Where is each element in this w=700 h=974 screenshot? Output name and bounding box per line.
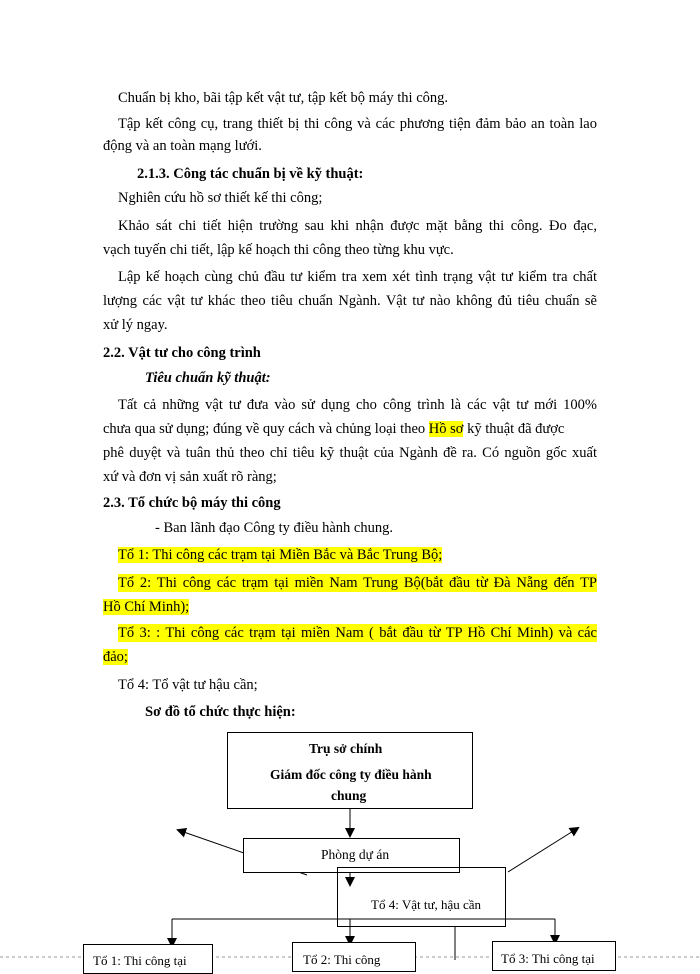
heading-2-1-3: 2.1.3. Công tác chuẩn bị về kỹ thuật: bbox=[137, 166, 364, 182]
text-line: Chuẩn bị kho, bãi tập kết vật tư, tập kết bộ máy thi công. bbox=[118, 90, 449, 106]
hq-line1: Giám đốc công ty điều hành bbox=[270, 767, 432, 782]
highlighted-text: Hồ sơ bbox=[428, 421, 464, 437]
text-line: phê duyệt và tuân thủ theo chỉ tiêu kỹ thuật của Ngành đề ra. Có nguồn gốc xuất bbox=[103, 445, 597, 461]
team1-box bbox=[83, 944, 213, 974]
heading-tieu-chuan: Tiêu chuẩn kỹ thuật: bbox=[145, 370, 271, 386]
text-line: Lập kế hoạch cùng chủ đầu tư kiểm tra xem xét tình trạng vật tư kiểm tra chất bbox=[118, 269, 597, 285]
text-segment: chưa qua sử dụng; đúng về quy cách và chủng loại theo bbox=[103, 421, 426, 437]
text-line: động và an toàn mạng lưới. bbox=[103, 138, 262, 154]
team-2-line: Tổ 2: Thi công các trạm tại miền Nam Trung Bộ(bắt đầu từ Đà Nẵng đến TP bbox=[118, 575, 597, 591]
text-line: Nghiên cứu hồ sơ thiết kế thi công; bbox=[118, 190, 323, 206]
text-line: - Ban lãnh đạo Công ty điều hành chung. bbox=[155, 520, 393, 536]
hq-line2: chung bbox=[331, 788, 367, 803]
text-line: lượng các vật tư khác theo tiêu chuẩn Ngành. Vật tư nào không đủ tiêu chuẩn sẽ bbox=[103, 293, 597, 309]
hq-title: Trụ sở chính bbox=[309, 741, 383, 756]
project-office-label: Phòng dự án bbox=[321, 847, 390, 862]
team-3-line-cont: đảo; bbox=[103, 649, 128, 665]
team-2-line-cont: Hồ Chí Minh); bbox=[103, 599, 190, 615]
heading-2-3: 2.3. Tổ chức bộ máy thi công bbox=[103, 495, 281, 511]
team4-box bbox=[337, 867, 506, 927]
team3-label: Tổ 3: Thi công tại bbox=[501, 951, 595, 966]
text-line: Tập kết công cụ, trang thiết bị thi công và các phương tiện đảm bảo an toàn lao bbox=[118, 116, 597, 132]
team-3-line: Tổ 3: : Thi công các trạm tại miền Nam ( bắt đầu từ TP Hồ Chí Minh) và các bbox=[118, 625, 597, 641]
text-line: Tất cả những vật tư đưa vào sử dụng cho công trình là các vật tư mới 100% bbox=[118, 397, 597, 413]
hq-box bbox=[227, 732, 473, 809]
heading-2-2: 2.2. Vật tư cho công trình bbox=[103, 345, 261, 361]
text-line: vạch tuyến chi tiết, lập kế hoạch thi công theo từng khu vực. bbox=[103, 242, 454, 258]
team-1-line: Tổ 1: Thi công các trạm tại Miền Bắc và Bắc Trung Bộ; bbox=[118, 547, 443, 563]
text-segment: kỹ thuật đã được bbox=[467, 421, 565, 437]
arrow-right bbox=[508, 828, 578, 872]
team3-box bbox=[492, 941, 616, 971]
team2-box bbox=[292, 942, 416, 972]
text-line: xử lý ngay. bbox=[103, 317, 168, 333]
text-line: xứ và đơn vị sản xuất rõ ràng; bbox=[103, 469, 277, 485]
team1-label: Tổ 1: Thi công tại bbox=[93, 953, 187, 968]
team2-label: Tổ 2: Thi công bbox=[303, 952, 381, 967]
heading-so-do: Sơ đồ tổ chức thực hiện: bbox=[145, 704, 296, 720]
text-line: Khảo sát chi tiết hiện trường sau khi nhận được mặt bằng thi công. Đo đạc, bbox=[118, 218, 597, 234]
team4-label: Tổ 4: Vật tư, hậu cần bbox=[371, 897, 482, 912]
text-line: Tổ 4: Tổ vật tư hậu cần; bbox=[118, 677, 258, 693]
